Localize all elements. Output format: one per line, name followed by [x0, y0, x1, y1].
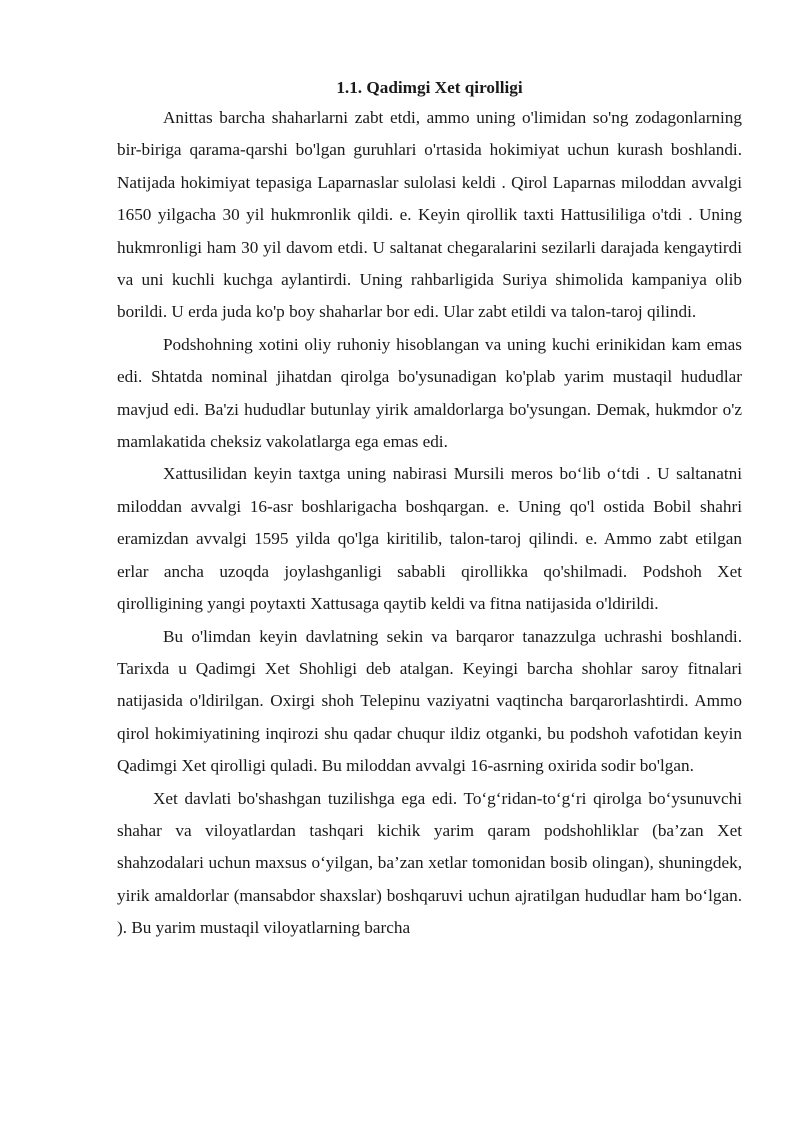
section-heading: 1.1. Qadimgi Xet qirolligi [336, 78, 523, 97]
document-page [117, 74, 742, 945]
paragraph-5: Xet davlati bo'shashgan tuzilishga ega edi. To‘g‘ridan-to‘g‘ri qirolga bo‘ysunuvchi shahar va viloyatlardan tashqari kichik yarim qaram podshohliklar (ba’zan Xet shahzodalari uchun maxsus o‘yilgan, ba’zan xetlar tomonidan bosib olingan), shuningdek, yirik amaldorlar (mansabdor shaxslar) boshqaruvi uchun ajratilgan hududlar ham bo‘lgan. ). Bu yarim mustaqil viloyatlarning barcha [117, 788, 742, 938]
paragraph-4: Bu o'limdan keyin davlatning sekin va barqaror tanazzulga uchrashi boshlandi. Tarixda u Qadimgi Xet Shohligi deb atalgan. Keyingi barcha shohlar saroy fitnalari natijasida o'ldirilgan. Oxirgi shoh Telepinu vaziyatni vaqtincha barqarorlashtirdi. Ammo qirol hokimiyatining inqirozi shu qadar chuqur ildiz otganki, bu podshoh vafotidan keyin Qadimgi Xet qirolligi quladi. Bu miloddan avvalgi 16-asrning oxirida sodir bo'lgan. [117, 626, 742, 776]
paragraph-3: Xattusilidan keyin taxtga uning nabirasi Mursili meros bo‘lib o‘tdi . U saltanatni miloddan avvalgi 16-asr boshlarigacha boshqargan. e. Uning qo'l ostida Bobil shahri eramizdan avvalgi 1595 yilda qo'lga kiritilib, talon-taroj qilindi. e. Ammo zabt etilgan erlar ancha uzoqda joylashganligi sababli qirollikka qo'shilmadi. Podshoh Xet qirolligining yangi poytaxti Xattusaga qaytib keldi va fitna natijasida o'ldirildi. [117, 464, 742, 614]
paragraph-1: Anittas barcha shaharlarni zabt etdi, ammo uning o'limidan so'ng zodagonlarning bir-biriga qarama-qarshi bo'lgan guruhlari o'rtasida hokimiyat uchun kurash boshlandi. Natijada hokimiyat tepasiga Laparnaslar sulolasi keldi . Qirol Laparnas miloddan avvalgi 1650 yilgacha 30 yil hukmronlik qildi. e. Keyin qirollik taxti Hattusililiga o'tdi . Uning hukmronligi ham 30 yil davom etdi. U saltanat chegaralarini sezilarli darajada kengaytirdi va uni kuchli kuchga aylantirdi. Uning rahbarligida Suriya shimolida kampaniya olib borildi. U erda juda ko'p boy shaharlar bor edi. Ular zabt etildi va talon-taroj qilindi. [117, 108, 742, 322]
paragraph-2: Podshohning xotini oliy ruhoniy hisoblangan va uning kuchi erinikidan kam emas edi. Shtatda nominal jihatdan qirolga bo'ysunadigan ko'plab yarim mustaqil hududlar mavjud edi. Ba'zi hududlar butunlay yirik amaldorlarga bo'ysungan. Demak, hukmdor o'z mamlakatida cheksiz vakolatlarga ega emas edi. [117, 334, 742, 452]
